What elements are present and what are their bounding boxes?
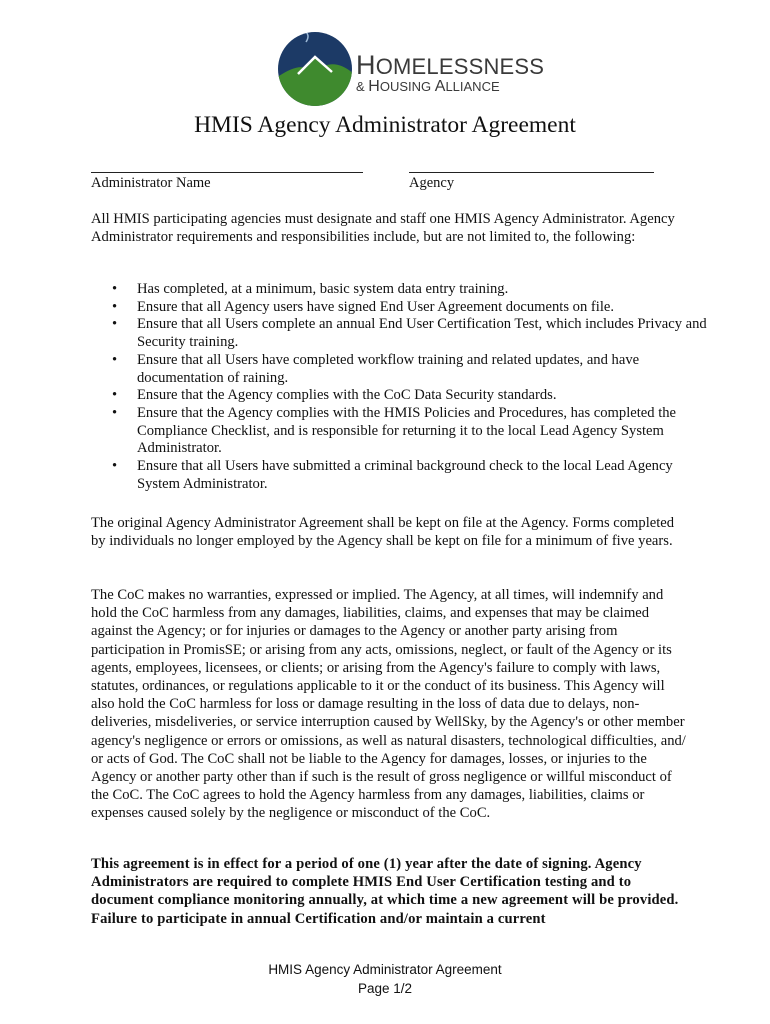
page-number: Page 1/2 — [357, 981, 413, 996]
list-item: • Ensure that all Users complete an annual End User Certification Test, which includes Privacy and Security training. — [112, 316, 707, 351]
bullet-icon: • — [112, 458, 118, 475]
list-item: • Ensure that all Agency users have signed End User Agreement documents on file. — [112, 298, 615, 315]
list-item: • Ensure that the Agency complies with the HMIS Policies and Procedures, has completed the Compliance Checklist, and is responsible for returning it to the local Lead Agency System Administrator. — [112, 404, 677, 457]
logo-wordmark-line2: & HOUSING ALLIANCE — [356, 78, 500, 95]
list-item: • Has completed, at a minimum, basic system data entry training. — [112, 281, 509, 297]
requirements-list — [91, 281, 717, 493]
logo-wordmark-line1: HOMELESSNESS — [356, 50, 545, 80]
warranty-paragraph: The CoC makes no warranties, expressed or implied. The Agency, at all times, will indemnify and hold the CoC harmless from any damages, liabilities, claims, and expenses that may be claimed against the Agency; or for injuries or damages to the Agency or another party arising from participation in PromisSE; or arising from any acts, omissions, neglect, or fault of the Agency or its agents, employees, licensees, or clients; or arising from the Agency's failure to comply with laws, statutes, ordinances, or regulations applicable to it or the conduct of its business. This Agency will also hold the CoC harmless for loss or damage resulting in the loss of data due to delays, non-deliveries, misdeliveries, or service interruption caused by WellSky, by the Agency's or other member agency's negligence or errors or omissions, as well as natural disasters, technological difficulties, and/ or acts of God. The CoC shall not be liable to the Agency for damages, losses, or injuries to the Agency or another party other than if such is the result of gross negligence or willful misconduct of the CoC. The CoC agrees to hold the Agency harmless from any damages, liabilities, claims or expenses caused solely by the negligence or misconduct of the CoC. — [91, 587, 686, 822]
bullet-icon: • — [112, 316, 118, 333]
list-item: • Ensure that the Agency complies with the CoC Data Security standards. — [112, 387, 557, 404]
record-retention-paragraph: The original Agency Administrator Agreement shall be kept on file at the Agency. Forms completed by individuals no longer employed by the Agency shall be kept on file for a minimum of five years. — [91, 515, 675, 550]
list-item: • Ensure that all Users have completed workflow training and related updates, and have documentation of raining. — [112, 351, 640, 386]
house-hill-logo-icon — [276, 30, 354, 108]
organization-logo — [276, 30, 545, 110]
bullet-icon: • — [112, 351, 118, 368]
bullet-icon: • — [112, 281, 118, 297]
administrator-name-field[interactable] — [91, 172, 363, 173]
term-paragraph: This agreement is in effect for a period of one (1) year after the date of signing. Agency Administrators are required to complete HMIS End User Certification testing and to document compliance monitoring annually, at which time a new agreement will be provided. Failure to participate in annual Certification and/or maintain a current — [91, 856, 679, 927]
agency-field[interactable] — [409, 172, 654, 173]
administrator-name-label: Administrator Name — [91, 175, 211, 191]
bullet-icon: • — [112, 404, 118, 421]
intro-paragraph: All HMIS participating agencies must designate and staff one HMIS Agency Administrator. Agency Administrator requirements and responsibilities include, but are not limited to, the following: — [91, 211, 675, 246]
list-item: • Ensure that all Users have submitted a criminal background check to the local Lead Agency System Administrator. — [112, 458, 673, 492]
bullet-icon: • — [112, 298, 118, 315]
document-title: HMIS Agency Administrator Agreement — [194, 112, 576, 138]
bullet-icon: • — [112, 387, 118, 404]
footer-title: HMIS Agency Administrator Agreement — [268, 962, 502, 977]
agency-label: Agency — [409, 175, 455, 191]
